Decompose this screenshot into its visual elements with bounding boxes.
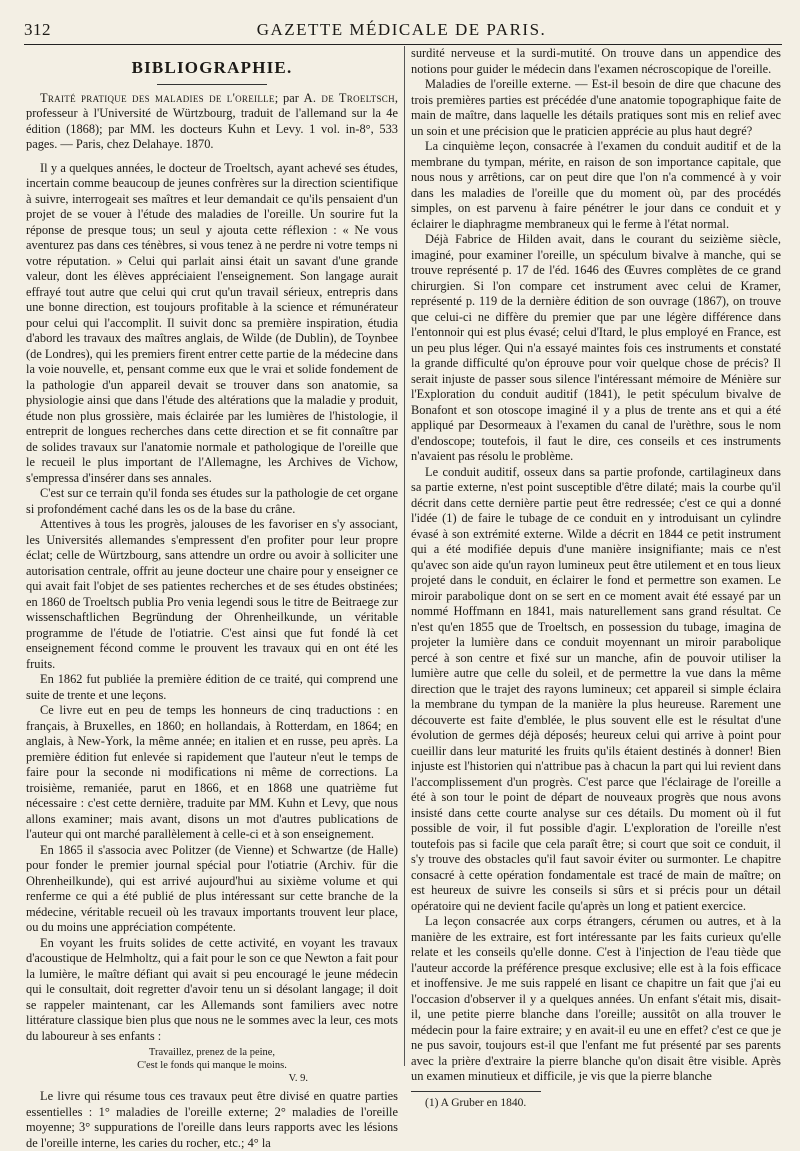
- book-reference: Traité pratique des maladies de l'oreille; par A. de Troeltsch, professeur à l'Université de Würtzbourg, traduit de l'allemand sur la 4e édition (1868); par MM. les docteurs Kuhn et Levy. 1 vol. in-8°, 533 pages. — Paris, chez Delahaye. 1870.: [26, 90, 398, 151]
- page-header: [24, 16, 782, 45]
- right-paragraph: Maladies de l'oreille externe. — Est-il besoin de dire que chacune des trois premières parties est précédée d'une anatomie topographique faite de main de maître, dans laquelle les détails pratiques sont mis en relief avec un soin et une précision que le praticien apprécie au plus haut degré?: [411, 77, 781, 138]
- left-paragraph: Il y a quelques années, le docteur de Troeltsch, ayant achevé ses études, incertain comme beaucoup de jeunes confrères sur la direction scientifique à suivre, interrogeait ses maîtres et leur demandait ce qu'ils pensaient d'un projet de se vouer à l'étude des maladies de l'oreille. Un sourire fut la réponse de presque tous; un seul y ajouta cette réflexion : « Ne vous aventurez pas dans ces ténèbres, si vous tenez à ne perdre ni votre temps ni votre réputation. » Celui qui parlait ainsi était un savant d'une grande valeur, dont les élèves appréciaient l'enseignement. Son langage aurait effrayé tout autre que celui qui crut qu'un travail sérieux, entrepris dans une bonne direction, est toujours profitable à la science et rémunérateur pour celui qui l'accomplit. Il suivit donc sa première inspiration, étudia d'abord les travaux des maîtres anglais, de Wilde (de Dublin), de Toynbee (de Londres), qui les premiers firent entrer cette partie de la médecine dans la voie nouvelle, et, pensant comme eux que le vrai et solide fondement de la pathologie d'un appareil devait se trouver dans son anatomie, sa physiologie ainsi que dans l'étude des altérations que la maladie y produit, étude non plus grossière, mais éclairée par les lumières de l'histologie, il entreprit de longues recherches dans cette direction et se fit connaître par de solides travaux sur l'anatomie normale et pathologique de l'oreille que le recueil le plus important de l'Allemagne, les Archives de Vichow, s'empressa d'insérer dans ses annales.: [26, 160, 398, 485]
- book-details: professeur à l'Université de Würtzbourg, traduit de l'allemand sur la 4e édition (1868); par MM. les docteurs Kuhn et Levy. 1 vol. in-8°, 533 pages. — Paris, chez Delahaye. 1870.: [26, 106, 398, 151]
- right-paragraph: Déjà Fabrice de Hilden avait, dans le courant du seizième siècle, imaginé, pour examiner l'oreille, un spéculum bivalve à manche, qui se trouve représenté p. 17 de l'éd. 1646 des Œuvres complètes de ce grand chirurgien. Si l'on compare cet instrument avec celui de Kramer, représenté p. 119 de la dernière édition de son ouvrage (1867), on trouve que celui-ci ne diffère du premier que par une légère différence dans l'entonnoir qui est plus évasé; celui d'Itard, le plus employé en France, est un peu plus léger. Qui n'a essayé maintes fois ces instruments et constaté la grande difficulté qu'on éprouve pour voir quelque chose de précis? Il serait injuste de passer sous silence l'intéressant mémoire de Ménière sur l'Exploration du conduit auditif (1841), le petit spéculum bivalve de Bonafont et son otoscope imaginé il y a plus de trente ans et qui a été appliqué par Desormeaux à l'examen du canal de l'urèthre, sous le nom d'endoscope; toutefois, il faut le dire, ces conseils et ces instruments n'avaient pas résolu le problème.: [411, 232, 781, 463]
- right-paragraph: La leçon consacrée aux corps étrangers, cérumen ou autres, et à la manière de les extraire, est fort intéressante par les faits curieux qu'elle relate et les conseils qu'elle donne. C'est à l'injection de l'eau tiède que l'auteur accorde la préférence presque exclusive; elle est à la fois efficace et inoffensive. Je me suis rappelé en lisant ce chapitre un fait que j'ai eu l'occasion d'observer il y a quelques années. Un enfant s'était mis, disait-il, une petite pierre blanche dans l'oreille; aussitôt on alla trouver le médecin pour la faire extraire; y en avait-il eu une en effet? c'est ce que je ne pus savoir, toujours est-il que l'enfant me fut présenté par ses parents avec la prière d'extraire la pierre blanche qu'on disait être visible. Après un examen minutieux et difficile, je vis que la pierre blanche: [411, 914, 781, 1083]
- footnote: (1) A Gruber en 1840.: [425, 1096, 527, 1109]
- left-paragraph: Attentives à tous les progrès, jalouses de les favoriser en s'y associant, les Universités allemandes s'empressent d'en profiter pour leur propre éclat; celle de Würtzbourg, sans attendre un ordre ou avoir à solliciter une autorisation centrale, offrit au jeune docteur une chaire pour y enseigner ce qui avait fait l'objet de ses patientes recherches et de ses études obstinées; en 1860 de Troeltsch publia Pro venia legendi sous le titre de Beitraege zur wissenschaftlichen Begründung der Ohrenheilkunde, un véritable programme de l'étude de l'otiatrie. C'est ainsi que fut fondé là cet enseignement fécond comme le prouvent les travaux qui en ont été les fruits.: [26, 517, 398, 671]
- right-paragraph: La cinquième leçon, consacrée à l'examen du conduit auditif et de la membrane du tympan, mérite, en raison de son importance capitale, que nous nous y arrêtions, car on peut dire que l'on n'a commencé à y voir dans les maladies de l'oreille que du moment où, par des procédés simples, on est parvenu à faire pénétrer le jour dans ce conduit et y éclairer le diaphragme membraneux qui le ferme à l'état normal.: [411, 139, 781, 231]
- verse-line: Travaillez, prenez de la peine,: [148, 1047, 276, 1058]
- left-paragraph: En 1862 fut publiée la première édition de ce traité, qui comprend une suite de trente et une leçons.: [26, 672, 398, 702]
- verse-line: C'est le fonds qui manque le moins.: [137, 1060, 287, 1071]
- book-author: A. de Troeltsch: [303, 90, 395, 105]
- section-title: BIBLIOGRAPHIE.: [131, 58, 293, 77]
- left-paragraph: En voyant les fruits solides de cette activité, en voyant les travaux d'acoustique de Helmholtz, qui a fait pour le son ce que Newton a fait pour la lumière, le maître défiant qui avait si peu encouragé le jeune médecin qui le consultait, doit regretter d'avoir tenu un si désolant langage; il doit se rappeler maintenant, car les Allemands sont familiers avec notre littérature classique bien plus que nous ne le sommes avec la leur, ces mots du laboureur à ses enfants :: [26, 935, 398, 1043]
- left-column: [26, 46, 398, 1151]
- journal-title: GAZETTE MÉDICALE DE PARIS.: [256, 20, 547, 39]
- title-rule: [157, 84, 267, 85]
- left-paragraph: C'est sur ce terrain qu'il fonda ses études sur la pathologie de cet organe si profondément caché dans les os de la base du crâne.: [26, 486, 398, 516]
- column-divider: [404, 46, 405, 1066]
- page-number: 312: [24, 20, 51, 39]
- right-paragraph: surdité nerveuse et la surdi-mutité. On trouve dans un appendice des notions pour guider le médecin dans l'examen nécroscopique de l'oreille.: [411, 46, 781, 76]
- footnote-rule: [411, 1091, 541, 1092]
- verse-signature: V. 9.: [288, 1073, 308, 1084]
- right-paragraph: Le conduit auditif, osseux dans sa partie profonde, cartilagineux dans sa partie externe, n'est point susceptible d'être dilaté; mais la courbe qu'il décrit dans cette dernière partie peut être redressée; c'est ce qui a donné l'idée (1) de faire le tubage de ce conduit en y introduisant un cylindre évasé à son extrémité externe. Wilde a décrit en 1844 ce petit instrument qui a été modifiée depuis d'une manière insignifiante; mais ce n'est qu'avec son aide qu'un rayon lumineux peut être utilement et en tous lieux projeté dans le conduit, en éclairer le fond et permettre son examen. Le miroir parabolique dont on se sert en ce moment avait été essayé par un nommé Hoffmann en 1841, mais naturellement sans grand résultat. Ce n'est qu'en 1855 que de Troeltsch, en possession du tubage, imagina de projeter la lumière dans ce conduit moyennant un miroir parabolique percé à son centre et fixé sur un manche, afin de pouvoir utiliser la lumière autre que celle du soleil, et de permettre la vue dans la même direction que le trajet des rayons lumineux; cet appareil si simple éclaira la membrane du tympan de la manière la plus heureuse. Rarement une découverte est faite d'emblée, le plus souvent elle est le résultat d'une évolution de germes déjà déposés; heureux celui qui arrive à point pour cueillir dans leur maturité les fruits qu'ils étaient destinés à donner! Bien injuste est l'historien qui n'attribue pas à chacun la part qui lui revient dans l'accomplissement d'un progrès. C'est parce que l'éclairage de l'oreille a été à son tour le point de départ de nouveaux progrès que nous avons insisté dans cette courte analyse sur ces détails. Du moment où il fut possible de voir, il fut possible d'agir. L'exploration de l'oreille n'est toutefois pas si facile que cela paraît être; si court que soit ce conduit, il s'y trouve des obstacles qu'il faut savoir éviter ou surmonter. Le chapitre consacré à cette opération fondamentale est tracé de main de maître; on est heureux de suivre les conseils si sûrs et si précis pour un détail opératoire qui ne devient facile qu'après un long et patient exercice.: [411, 464, 781, 913]
- right-column: [411, 46, 781, 1111]
- verse-quote: [26, 1046, 398, 1085]
- left-paragraph: En 1865 il s'associa avec Politzer (de Vienne) et Schwartze (de Halle) pour fonder le premier journal spécial pour l'otiatrie (Archiv. für die Ohrenheilkunde), qui est arrivé aujourd'hui au sixième volume et qui renferme ce qui a été publié de plus intéressant sur cette branche de la médecine, véritable recueil où les travaux importants trouvent leur place, ou du moins une appréciation compétente.: [26, 842, 398, 934]
- left-paragraph: Le livre qui résume tous ces travaux peut être divisé en quatre parties essentielles : 1° maladies de l'oreille externe; 2° maladies de l'oreille moyenne; 3° suppurations de l'oreille dans leurs rapports avec les lésions de l'oreille interne, les caries du rocher, etc.; 4° la: [26, 1089, 398, 1150]
- book-title: Traité pratique des maladies de l'oreille: [40, 90, 275, 105]
- left-paragraph: Ce livre eut en peu de temps les honneurs de cinq traductions : en français, à Bruxelles, en 1860; en hollandais, à Rotterdam, en 1864; en anglais, à New-York, la même année; en italien et en russe, peu après. La première édition fut enlevée si rapidement que l'auteur n'eut le temps de faire pour la seconde ni modifications ni même de corrections. La troisième, remaniée, parut en 1866, et en 1868 une quatrième fut nécessaire : c'est cette dernière, traduite par MM. Kuhn et Levy, que nous allons examiner; mais avant, disons un mot d'autres publications de l'auteur qui ont marché parallèlement à celle-ci et à son enseignement.: [26, 703, 398, 841]
